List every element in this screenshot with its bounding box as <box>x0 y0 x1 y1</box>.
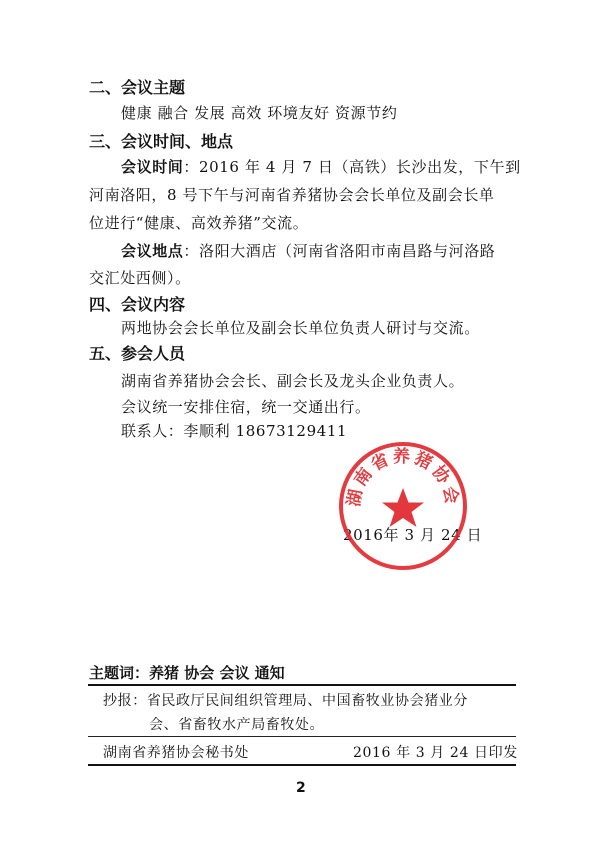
meeting-time-line1: 会议时间：2016 年 4 月 7 日（高铁）长沙出发，下午到 <box>121 158 521 176</box>
association-seal <box>337 440 469 572</box>
star-icon <box>382 488 424 527</box>
attendees-line2: 会议统一安排住宿，统一交通出行。 <box>121 398 371 416</box>
meeting-time-line3: 位进行“健康、高效养猪”交流。 <box>89 214 309 232</box>
content-text: 两地协会会长单位及副会长单位负责人研讨与交流。 <box>121 319 480 337</box>
issuer: 湖南省养猪协会秘书处 <box>103 745 249 761</box>
seal-text: 湖南省养猪协会 <box>344 446 462 509</box>
keywords-line <box>89 662 285 683</box>
contact-line: 联系人：李顺利 18673129411 <box>121 422 348 440</box>
keywords-label: 主题词： <box>89 664 150 682</box>
issue-date: 2016 年 3 月 24 日印发 <box>353 745 518 761</box>
footer-rule-bottom <box>88 764 516 766</box>
page-number: 2 <box>296 780 306 796</box>
meeting-time-line2: 河南洛阳，8 号下午与河南省养猪协会会长单位及副会长单 <box>89 186 495 204</box>
cc-line2: 会、省畜牧水产局畜牧处。 <box>149 717 325 733</box>
footer-rule-middle <box>88 736 516 737</box>
meeting-place-line1: 会议地点：洛阳大酒店（河南省洛阳市南昌路与河洛路 <box>121 242 496 260</box>
cc-line1: 抄报：省民政厅民间组织管理局、中国畜牧业协会猪业分 <box>103 693 469 709</box>
meeting-place-label: 会议地点 <box>121 242 184 260</box>
section-heading-attendees: 五、参会人员 <box>89 344 186 363</box>
meeting-time-label: 会议时间 <box>121 158 184 176</box>
keywords: 养猪 协会 会议 通知 <box>149 664 285 682</box>
footer-rule-top <box>88 684 516 686</box>
signed-date: 2016年 3 月 24 日 <box>343 526 483 544</box>
cc-label: 抄报： <box>103 693 147 709</box>
attendees-line1: 湖南省养猪协会会长、副会长及龙头企业负责人。 <box>121 372 465 390</box>
section-heading-content: 四、会议内容 <box>89 295 186 314</box>
meeting-place-line2: 交汇处西侧）。 <box>89 269 191 287</box>
section-heading-theme: 二、会议主题 <box>89 78 186 97</box>
section-heading-time-place: 三、会议时间、地点 <box>89 132 234 151</box>
theme-text: 健康 融合 发展 高效 环境友好 资源节约 <box>121 104 398 122</box>
